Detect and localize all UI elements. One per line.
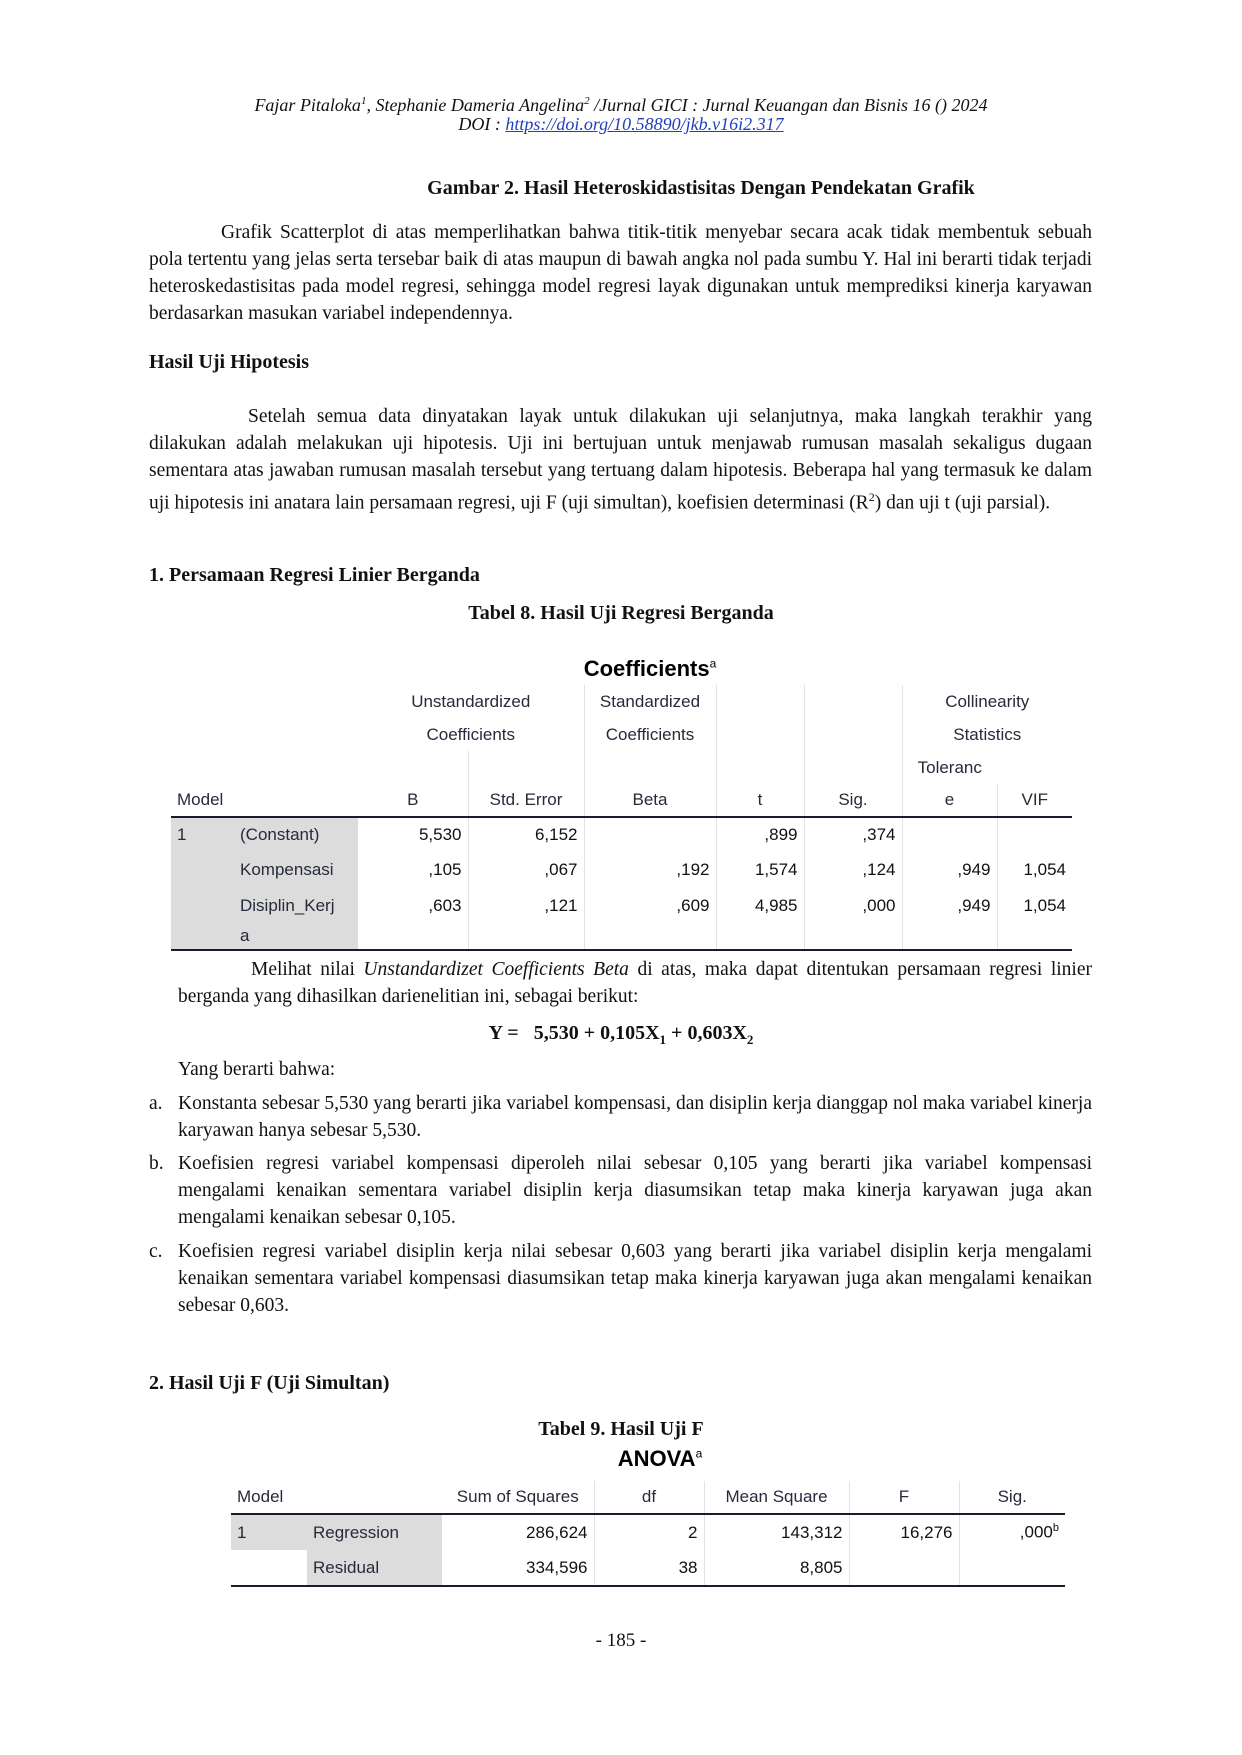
cell-vif: 1,054 [997, 852, 1072, 888]
cell-sum-of-squares: 334,596 [526, 1557, 588, 1577]
cell-vif: 1,054 [997, 888, 1072, 923]
list-text: Koefisien regresi variabel disiplin kerja nilai sebesar 0,603 yang berarti jika variabel disiplin kerja mengalami kenaikan sementara variabel kompensasi diasumsikan tetap maka kinerja karyawan juga akan mengalami kenaikan sebesar 0,603. [178, 1241, 1092, 1316]
cell-t: 1,574 [716, 852, 804, 888]
list-marker: a. [149, 1093, 163, 1114]
header-sig: Sig. [959, 1481, 1065, 1514]
list-marker: c. [149, 1241, 163, 1262]
subheading-regression: 1. Persamaan Regresi Linier Berganda [149, 564, 480, 586]
section-heading: Hasil Uji Hipotesis [149, 351, 310, 373]
anova-title-sup: a [695, 1446, 703, 1461]
row-label: Regression [307, 1514, 442, 1550]
cell-sig: ,374 [804, 817, 902, 852]
paragraph3-text-a: Melihat nilai [251, 959, 364, 980]
cell-sig-sup: b [1052, 1522, 1059, 1535]
header-beta: Beta [584, 784, 716, 817]
list-item [149, 1150, 1092, 1231]
figure-caption: Gambar 2. Hasil Heteroskidastisitas Dengan Pendekatan Grafik [427, 177, 975, 199]
doi-label: DOI : [458, 114, 506, 134]
regression-equation [0, 1022, 1242, 1048]
cell-b: ,603 [428, 895, 462, 915]
cell-df: 2 [594, 1514, 704, 1550]
equation-lhs: Y = [488, 1022, 519, 1044]
cell-b: ,105 [428, 860, 462, 879]
cell-t: 4,985 [716, 888, 804, 923]
cell-b: 5,530 [418, 825, 462, 844]
paragraph-scatterplot: Grafik Scatterplot di atas memperlihatkan bahwa titik-titik menyebar secara acak tidak membentuk sebuah pola tertentu yang jelas serta tersebar baik di atas maupun di bawah angka nol pada sumbu Y. Hal ini berarti tidak terjadi heteroskedastisitas pada model regresi, sehingga model regresi layak digunakan untuk memprediksi kinerja karyawan berdasarkan masukan variabel independennya. [149, 222, 1092, 324]
list-text: Koefisien regresi variabel kompensasi diperoleh nilai sebesar 0,105 yang berarti jika variabel kompensasi mengalami kenaikan sementara variabel disiplin kerja diasumsikan tetap maka kinerja karyawan juga akan mengalami kenaikan sebesar 0,105. [178, 1153, 1092, 1228]
header-vif: VIF [997, 784, 1072, 817]
cell-sum-of-squares: 286,624 [526, 1522, 588, 1542]
cell-f [849, 1550, 959, 1586]
table-row [171, 852, 1072, 888]
header-unstandardized-1: Unstandardized [411, 691, 531, 711]
cell-beta: ,609 [584, 888, 716, 923]
cell-sig: ,000 [804, 888, 902, 923]
table-row [171, 888, 1072, 923]
cell-tolerance: ,949 [902, 852, 997, 888]
header-model: Model [237, 1487, 284, 1506]
header-std-error: Std. Error [468, 784, 584, 817]
table-row [171, 817, 1072, 852]
paragraph2-text-a: Setelah semua data dinyatakan layak untuk dilakukan uji selanjutnya, maka langkah terakhir yang dilakukan adalah melakukan uji hipotesis. Uji ini bertujuan untuk menjawab rumusan masalah sekaligus dugaan sementara atas jawaban rumusan masalah tersebut yang tertuang dalam hipotesis. Beberapa hal yang termasuk ke dalam uji hipotesis ini anatara lain persamaan regresi, uji F (uji simultan), koefisien determinasi (R [149, 406, 1092, 514]
header-b: B [407, 790, 419, 809]
doi-link[interactable]: https://doi.org/10.58890/jkb.v16i2.317 [505, 114, 784, 134]
header-journal: /Jurnal GICI : Jurnal Keuangan dan Bisnis 16 () 2024 [589, 95, 988, 115]
header-sum-of-squares: Sum of Squares [456, 1487, 579, 1506]
header-collinearity-2: Statistics [902, 718, 1072, 751]
subheading-f-test: 2. Hasil Uji F (Uji Simultan) [149, 1372, 390, 1394]
row-label: Residual [307, 1550, 442, 1586]
cell-sig-value: ,000 [1019, 1522, 1053, 1542]
row-label-wrap: a [234, 923, 358, 950]
list-item [149, 1238, 1092, 1319]
coefficients-table [171, 685, 1072, 951]
header-tolerance-1: Toleranc [902, 751, 997, 784]
header-f: F [849, 1481, 959, 1514]
row-label: Kompensasi [234, 852, 358, 888]
header-t: t [716, 784, 804, 817]
header-mean-square: Mean Square [704, 1481, 849, 1514]
cell-sig [959, 1514, 1065, 1550]
model-number: 1 [171, 817, 234, 852]
meaning-intro: Yang berarti bahwa: [178, 1059, 336, 1080]
header-collinearity-1: Collinearity [902, 685, 1072, 718]
list-item [149, 1090, 1092, 1144]
coefficients-title-text: Coefficients [583, 656, 710, 681]
header-standardized-1: Standardized [584, 685, 716, 718]
table8-caption: Tabel 8. Hasil Uji Regresi Berganda [468, 602, 774, 624]
paragraph3-text-b: di atas, maka dapat ditentukan persamaan regresi linier berganda yang dihasilkan darienelitian ini, sebagai berikut: [178, 959, 1092, 1007]
header-df: df [594, 1481, 704, 1514]
anova-title [560, 1446, 760, 1472]
equation-part2: + 0,603X [666, 1022, 747, 1044]
cell-sig: ,124 [804, 852, 902, 888]
cell-vif [997, 817, 1072, 852]
cell-beta [584, 817, 716, 852]
cell-std-error: ,121 [468, 888, 584, 923]
header-tolerance-2: e [902, 784, 997, 817]
equation-sub1: 1 [659, 1032, 667, 1047]
header-standardized-2: Coefficients [584, 718, 716, 751]
paragraph3-emphasis: Unstandardizet Coefficients Beta [363, 959, 629, 980]
model-number: 1 [231, 1514, 307, 1550]
header-sup1: 1 [360, 95, 367, 107]
cell-std-error: ,067 [468, 852, 584, 888]
page-number: - 185 - [595, 1630, 647, 1651]
paragraph-hypothesis [149, 403, 1092, 517]
cell-beta: ,192 [584, 852, 716, 888]
header-unstandardized-2: Coefficients [426, 724, 515, 744]
coefficients-title-sup: a [709, 656, 717, 671]
cell-sig [959, 1550, 1065, 1586]
header-authors: Fajar Pitaloka [254, 95, 361, 115]
coefficients-title [520, 656, 780, 682]
header-model: Model [177, 790, 224, 809]
cell-t: ,899 [716, 817, 804, 852]
header-authors2: , Stephanie Dameria Angelina [366, 95, 585, 115]
cell-mean-square: 143,312 [704, 1514, 849, 1550]
header-sup2: 2 [584, 95, 590, 107]
table-row [231, 1514, 1065, 1550]
cell-f: 16,276 [849, 1514, 959, 1550]
anova-title-text: ANOVA [617, 1446, 696, 1471]
cell-mean-square: 8,805 [704, 1550, 849, 1586]
equation-part1: 5,530 + 0,105X [533, 1022, 660, 1044]
equation-sub2: 2 [746, 1032, 754, 1047]
doi-line [0, 113, 1242, 136]
cell-df: 38 [594, 1550, 704, 1586]
paragraph2-text-b: ) dan uji t (uji parsial). [874, 492, 1051, 514]
anova-table [231, 1481, 1065, 1587]
table-row [231, 1550, 1065, 1586]
cell-tolerance [902, 817, 997, 852]
list-text: Konstanta sebesar 5,530 yang berarti jika variabel kompensasi, dan disiplin kerja dianggap nol maka variabel kinerja karyawan hanya sebesar 5,530. [178, 1093, 1092, 1141]
row-label: (Constant) [234, 817, 358, 852]
table9-caption: Tabel 9. Hasil Uji F [538, 1418, 704, 1440]
paragraph-equation-intro [178, 956, 1092, 1010]
header-sig: Sig. [804, 784, 902, 817]
row-label: Disiplin_Kerj [234, 888, 358, 923]
cell-std-error: 6,152 [468, 817, 584, 852]
r-squared-sup: 2 [868, 490, 875, 504]
cell-tolerance: ,949 [902, 888, 997, 923]
list-marker: b. [149, 1153, 164, 1174]
